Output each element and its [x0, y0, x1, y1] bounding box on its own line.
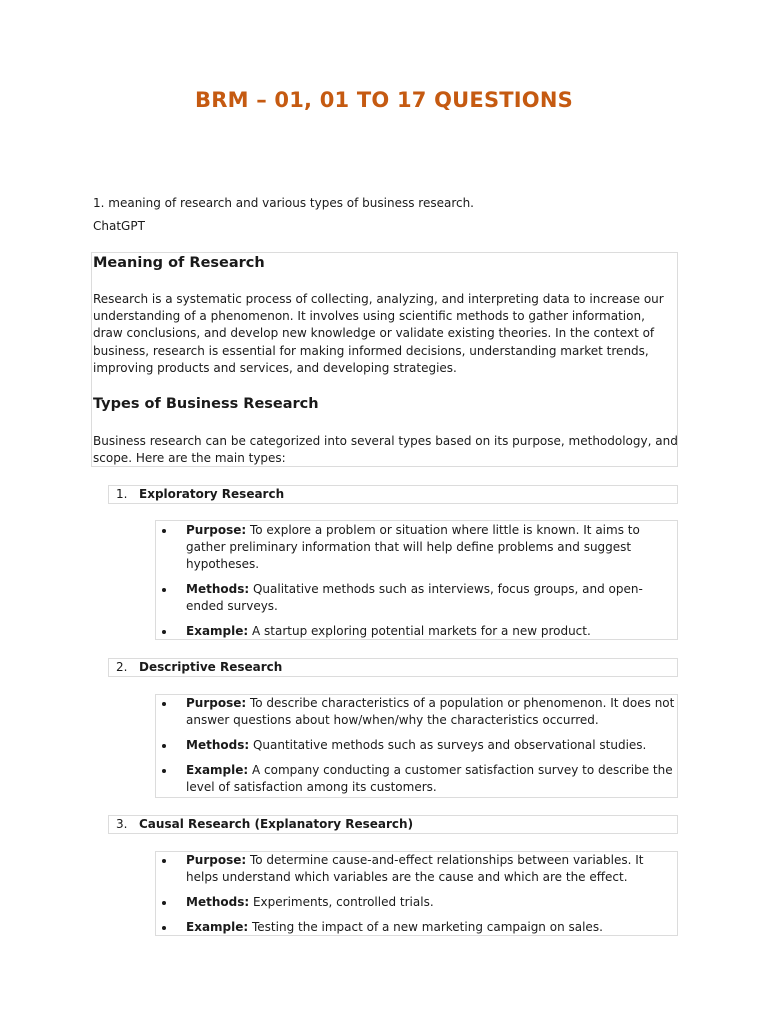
list-item: Purpose: To explore a problem or situation where little is known. It aims to gather preliminary information that will help define problems and suggest hypotheses. [160, 522, 676, 574]
bullet-icon [162, 769, 166, 773]
bullet-icon [162, 859, 166, 863]
type-item-name: Causal Research (Explanatory Research) [139, 817, 414, 831]
type-item-number: 2. [116, 660, 128, 674]
bullet-icon [162, 630, 166, 634]
type-item-header [108, 815, 413, 833]
question-text: 1. meaning of research and various types of business research. [93, 196, 474, 210]
bullet-icon [162, 901, 166, 905]
document-title: BRM – 01, 01 TO 17 QUESTIONS [195, 88, 573, 112]
list-item: Purpose: To determine cause-and-effect relationships between variables. It helps understand which variables are the cause and which are the effect. [160, 852, 676, 886]
type-item-name: Exploratory Research [139, 487, 285, 501]
list-item: Example: Testing the impact of a new marketing campaign on sales. [160, 919, 676, 936]
type-points-list [160, 522, 676, 648]
bullet-icon [162, 926, 166, 930]
list-item: Methods: Qualitative methods such as interviews, focus groups, and open-ended surveys. [160, 581, 676, 615]
bullet-icon [162, 588, 166, 592]
bullet-icon [162, 744, 166, 748]
bullet-icon [162, 529, 166, 533]
list-item: Example: A company conducting a customer satisfaction survey to describe the level of satisfaction among its customers. [160, 762, 676, 796]
type-item-name: Descriptive Research [139, 660, 283, 674]
type-points-list [160, 695, 676, 804]
type-points-list [160, 852, 676, 943]
bullet-icon [162, 702, 166, 706]
type-item-header [108, 658, 282, 676]
types-intro-paragraph: Business research can be categorized into several types based on its purpose, methodology, and scope. Here are the main types: [93, 434, 678, 466]
type-item-number: 1. [116, 487, 128, 501]
list-item: Methods: Experiments, controlled trials. [160, 894, 676, 911]
type-item-header [108, 485, 284, 503]
list-item: Methods: Quantitative methods such as surveys and observational studies. [160, 737, 676, 754]
meaning-paragraph: Research is a systematic process of collecting, analyzing, and interpreting data to increase our understanding of a phenomenon. It involves using scientific methods to gather information, draw conclusions, and develop new knowledge or validate existing theories. In the context of business, research is essential for making informed decisions, understanding market trends, improving products and services, and developing strategies. [93, 292, 664, 375]
list-item: Example: A startup exploring potential markets for a new product. [160, 623, 676, 640]
list-item: Purpose: To describe characteristics of a population or phenomenon. It does not answer questions about how/when/why the characteristics occurred. [160, 695, 676, 729]
types-heading: Types of Business Research [93, 396, 319, 412]
source-label: ChatGPT [93, 219, 145, 233]
type-item-number: 3. [116, 817, 128, 831]
meaning-heading: Meaning of Research [93, 255, 265, 271]
